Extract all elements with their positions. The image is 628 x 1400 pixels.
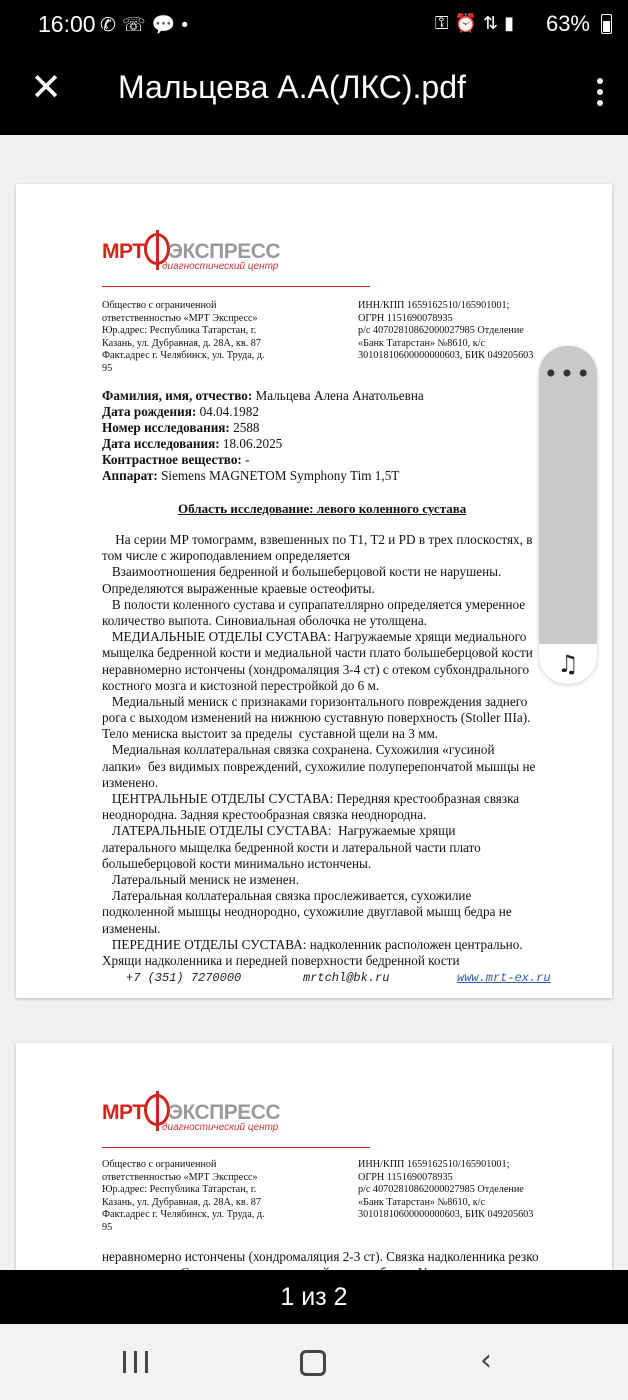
status-notification-icons xyxy=(100,13,194,37)
page2-text-line: неравномерно истончены (хондромаляция 2-3 ст). Связка надколенника резко xyxy=(102,1249,539,1264)
chat-icon: 💬 xyxy=(151,15,182,36)
field-birthdate: Дата рождения: 04.04.1982 xyxy=(102,404,259,419)
report-line: изменены. xyxy=(102,920,161,936)
whatsapp-icon: ✆ xyxy=(100,15,122,36)
alarm-icon: ⏰ xyxy=(454,13,483,33)
footer-email: mrtchl@bk.ru xyxy=(303,971,390,985)
report-line: Медиальная коллатеральная связка сохранена. Сухожилия «гусиной xyxy=(102,742,495,758)
report-line: На серии МР томограмм, взвешенных по T1, T2 и PD в трех плоскостях, в xyxy=(102,532,533,547)
header-divider xyxy=(102,1147,370,1148)
company-requisites-left: Общество с ограниченной ответственностью «МРТ Экспресс» Юр.адрес: Республика Татарстан, г. Казань, ул. Дубравная, д. 28А, кв. 87 Факт.адрес г. Челябинск, ул. Труда, д. 95 xyxy=(102,300,265,374)
phone-icon: ☏ xyxy=(121,15,152,36)
report-line: МЕДИАЛЬНЫЕ ОТДЕЛЫ СУСТАВА: Нагружаемые хрящи медиального xyxy=(102,629,527,645)
signal-icon: ▮ xyxy=(504,13,520,33)
report-line: лапки» без видимых повреждений, сухожилие полуперепончатой мышцы не xyxy=(102,758,536,774)
fast-scroll-handle[interactable] xyxy=(539,346,597,684)
field-name: Фамилия, имя, отчество: Мальцева Алена Анатольевна xyxy=(102,388,424,403)
page-indicator: 1 из 2 xyxy=(0,1270,628,1324)
dot-icon: • xyxy=(181,15,195,36)
footer-website-link[interactable]: www.mrt-ex.ru xyxy=(457,971,551,985)
report-line: ЦЕНТРАЛЬНЫЕ ОТДЕЛЫ СУСТАВА: Передняя крестообразная связка xyxy=(102,791,520,806)
lock-icon: ⚿ xyxy=(434,13,455,33)
report-line: неравномерно истончены (хондромаляция 3-4 ст) с отеком субхондрального xyxy=(102,661,530,677)
company-requisites-left: Общество с ограниченной ответственностью «МРТ Экспресс» Юр.адрес: Республика Татарстан, г. Казань, ул. Дубравная, д. 28А, кв. 87 Факт.адрес г. Челябинск, ул. Труда, д. 95 xyxy=(102,1159,265,1233)
report-line: ЛАТЕРАЛЬНЫЕ ОТДЕЛЫ СУСТАВА: Нагружаемые хрящи xyxy=(102,823,456,839)
report-line: том числе с жироподавлением определяется xyxy=(102,548,351,564)
header-divider xyxy=(102,286,370,287)
field-study-number: Номер исследования: 2588 xyxy=(102,420,260,435)
recent-apps-icon[interactable] xyxy=(123,1351,149,1373)
report-line: латерального мыщелка бедренной кости и латеральной части плато xyxy=(102,839,481,855)
report-line: Тело мениска выстоит за пределы суставной щели на 3 мм. xyxy=(102,726,439,742)
report-line: Определяются выраженные краевые остеофиты. xyxy=(102,580,375,596)
report-line: Латеральный мениск не изменен. xyxy=(102,871,300,887)
mrt-express-logo: МРТ ЭКСПРЕСС диагностический центр xyxy=(102,1093,302,1137)
report-body xyxy=(102,532,535,969)
footer-phone: +7 (351) 7270000 xyxy=(126,971,242,985)
report-line: В полости коленного сустава и супрапателлярно определяется умеренное xyxy=(102,596,526,612)
app-bar xyxy=(0,50,628,135)
report-line: Хрящи надколенника и передней поверхности бедренной кости xyxy=(102,952,460,968)
report-line: рога с выходом изменений на нижнюю суставную поверхность (Stoller IIIa). xyxy=(102,710,531,726)
music-note-icon[interactable]: ♫ xyxy=(539,644,597,684)
more-vertical-icon[interactable] xyxy=(588,72,612,112)
report-line: подколенной мышцы неоднородно, сухожилие двуглавой мышц бедра не xyxy=(102,904,512,920)
document-title: Мальцева А.А(ЛКС).pdf xyxy=(118,69,466,105)
report-line: костного мозга и кистозной перестройкой до 6 м. xyxy=(102,677,380,693)
report-line: Латеральная коллатеральная связка прослеживается, сухожилие xyxy=(102,888,472,904)
network-icon: ⇅ xyxy=(483,13,505,33)
report-line: изменено. xyxy=(102,774,159,790)
pdf-page-2 xyxy=(16,1043,612,1283)
home-icon[interactable] xyxy=(300,1350,326,1376)
study-area-title: Область исследование: левого коленного сустава xyxy=(178,501,467,516)
status-bar xyxy=(0,0,628,50)
battery-icon xyxy=(601,14,612,34)
company-requisites-right: ИНН/КПП 1659162510/165901001; ОГРН 1151690078935 р/с 40702810862000027985 Отделение «Банк Татарстан» №8610, к/с 30101810600000000603, БИК 049205603 xyxy=(358,300,534,362)
report-line: Медиальный мениск с признаками горизонтального повреждения заднего xyxy=(102,693,528,709)
mrt-express-logo: МРТ ЭКСПРЕСС диагностический центр xyxy=(102,232,302,276)
battery-percent: 63% xyxy=(545,11,590,36)
more-horizontal-icon[interactable]: ••• xyxy=(543,360,593,388)
report-line: Взаимоотношения бедренной и большеберцовой кости не нарушены. xyxy=(102,564,502,580)
field-device: Аппарат: Siemens MAGNETOM Symphony Tim 1,5T xyxy=(102,468,400,483)
report-line: ПЕРЕДНИЕ ОТДЕЛЫ СУСТАВА: надколенник расположен центрально. xyxy=(102,936,523,952)
report-line: мыщелка бедренной кости и медиальной части плато большеберцовой кости xyxy=(102,645,533,661)
company-requisites-right: ИНН/КПП 1659162510/165901001; ОГРН 1151690078935 р/с 40702810862000027985 Отделение «Банк Татарстан» №8610, к/с 30101810600000000603, БИК 049205603 xyxy=(358,1159,534,1221)
report-line: количество выпота. Синовиальная оболочка не утолщена. xyxy=(102,612,427,628)
status-time: 16:00 xyxy=(38,11,96,37)
patient-fields xyxy=(102,388,424,484)
field-study-date: Дата исследования: 18.06.2025 xyxy=(102,436,283,451)
report-line: неоднородна. Задняя крестообразная связка неоднородна. xyxy=(102,807,427,823)
report-line: большеберцовой кости минимально истончены. xyxy=(102,855,372,871)
back-icon[interactable]: ‹ xyxy=(480,1343,492,1378)
close-icon[interactable]: ✕ xyxy=(30,67,62,109)
navigation-bar xyxy=(0,1324,628,1400)
pdf-page-1 xyxy=(16,184,612,998)
status-system-icons xyxy=(435,13,520,34)
field-contrast: Контрастное вещество: - xyxy=(102,452,250,467)
